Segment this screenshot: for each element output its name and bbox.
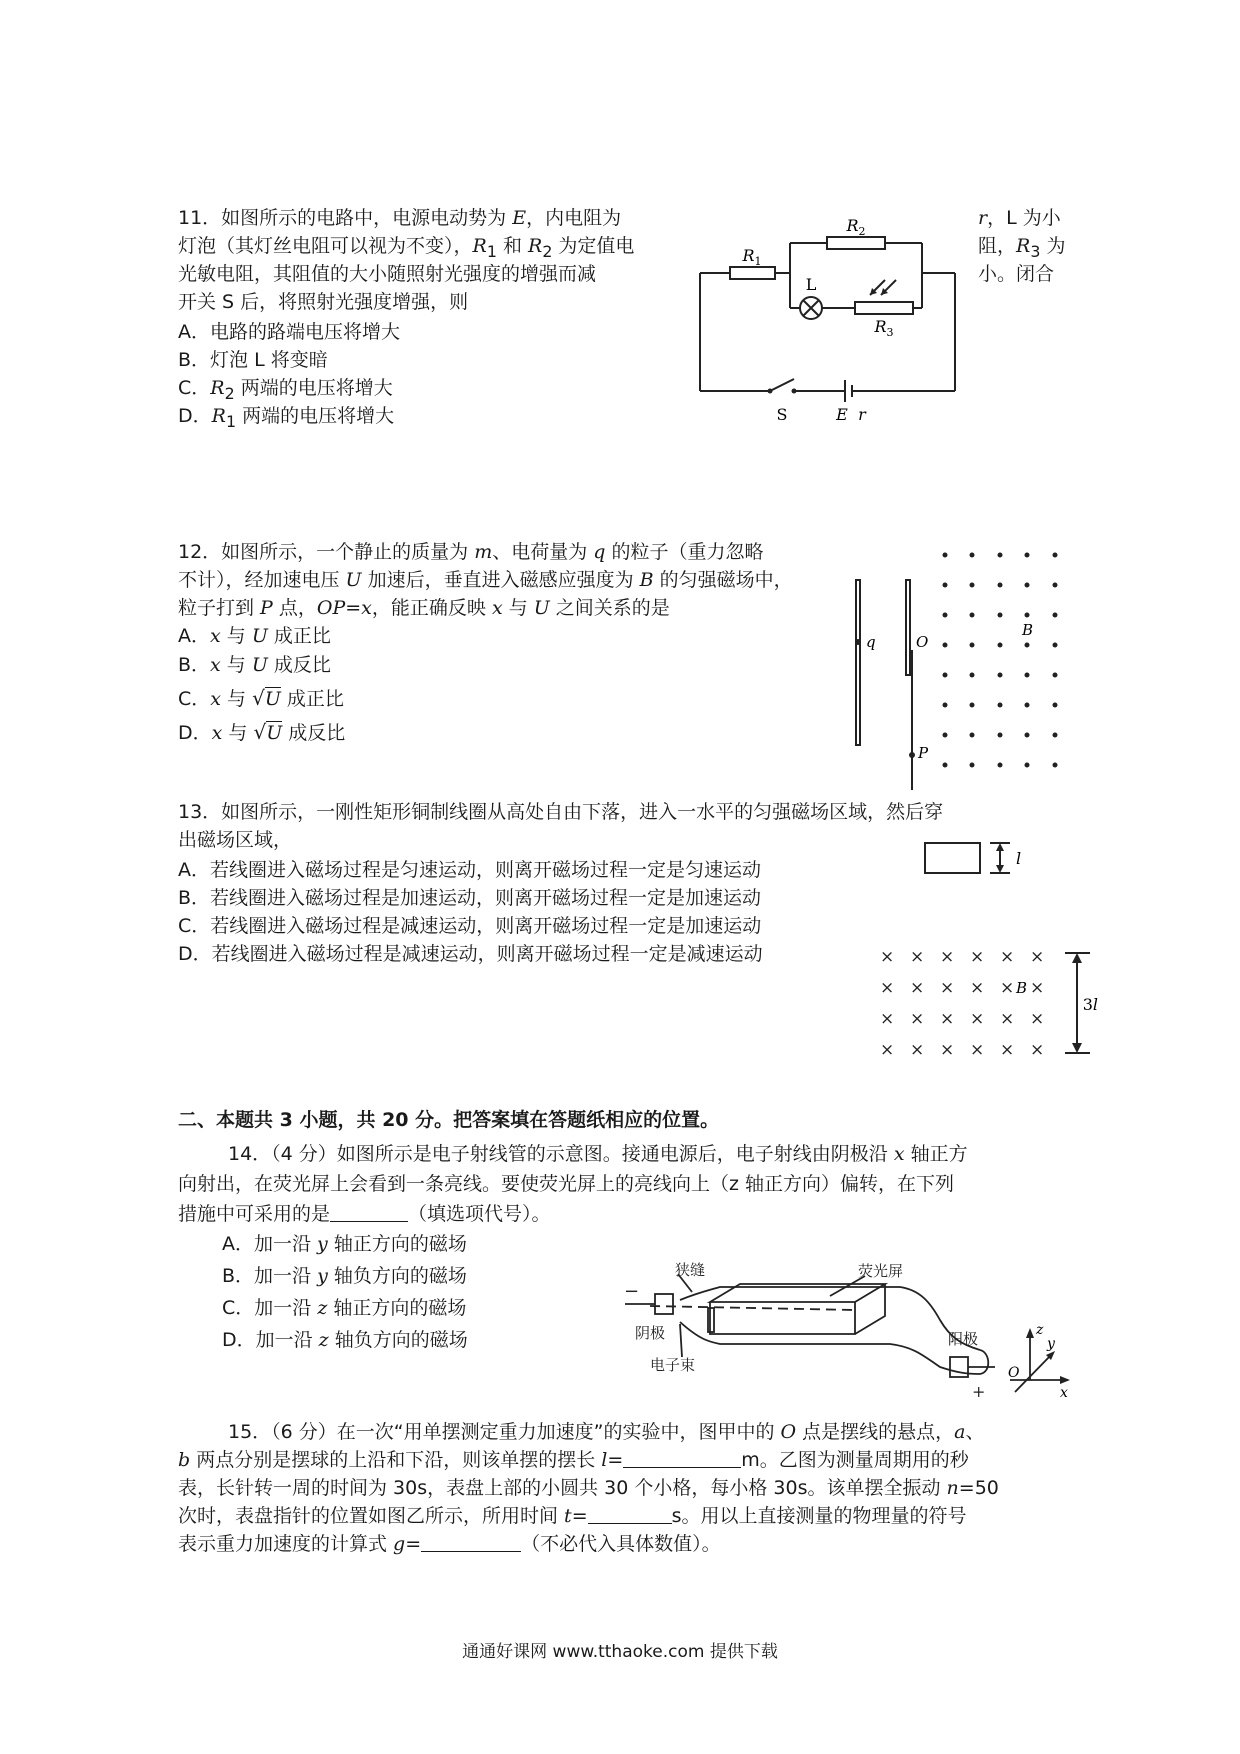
svg-text:狭缝: 狭缝 xyxy=(675,1261,706,1279)
q11-line1-tail: r，L 为小 xyxy=(978,207,1061,229)
q13-field-crosses xyxy=(880,947,1044,1060)
svg-text:R1: $R_1$ xyxy=(742,246,762,268)
q11-option-c: C．$R_2$ 两端的电压将增大 xyxy=(178,377,393,403)
q12-line3: 粒子打到 P 点，OP=x，能正确反映 x 与 U 之间关系的是 xyxy=(178,597,670,619)
q15-line5: 表示重力加速度的计算式 g= （不必代入具体数值）。 xyxy=(178,1533,721,1555)
q11-line3: 光敏电阻，其阻值的大小随照射光强度的增强而减 xyxy=(178,263,597,285)
svg-text:O: O xyxy=(1008,1365,1020,1381)
q11-circuit-diagram xyxy=(690,208,970,428)
q11-line2: 灯泡（其灯丝电阻可以视为不变），$R_1$ 和 $R_2$ 为定值电 xyxy=(178,235,635,261)
q15-length-blank[interactable] xyxy=(623,1447,741,1468)
svg-text:B: B xyxy=(1016,979,1028,997)
q13-line2: 出磁场区域， xyxy=(178,829,293,851)
svg-text:E: E xyxy=(836,405,848,424)
svg-text:×: × xyxy=(940,1009,955,1029)
svg-text:×: × xyxy=(940,1040,955,1060)
q14-option-a: A．加一沿 y 轴正方向的磁场 xyxy=(222,1233,467,1255)
svg-text:×: × xyxy=(1030,947,1045,967)
svg-text:×: × xyxy=(940,947,955,967)
svg-text:×: × xyxy=(910,1040,925,1060)
q12-option-b: B．x 与 U 成反比 xyxy=(178,654,331,676)
q11-option-b: B．灯泡 L 将变暗 xyxy=(178,349,328,371)
q14-option-b: B．加一沿 y 轴负方向的磁场 xyxy=(222,1265,467,1287)
q14-answer-blank[interactable] xyxy=(330,1201,408,1222)
q12-line2: 不计），经加速电压 U 加速后，垂直进入磁感应强度为 B 的匀强磁场中， xyxy=(178,569,793,591)
svg-text:×: × xyxy=(1000,1040,1015,1060)
q12-field-dots xyxy=(855,553,1058,768)
svg-text:y: y xyxy=(1047,1336,1055,1352)
svg-text:R2: $R_2$ xyxy=(846,216,866,238)
q11-line1: 11．如图所示的电路中，电源电动势为 E，内电阻为 xyxy=(178,207,622,229)
svg-text:×: × xyxy=(1000,978,1015,998)
svg-text:×: × xyxy=(880,978,895,998)
q15-line2: b 两点分别是摆球的上沿和下沿，则该单摆的摆长 l= m。乙图为测量周期用的秒 xyxy=(178,1449,969,1471)
q14-line3: 措施中可采用的是 （填选项代号）。 xyxy=(178,1203,551,1225)
svg-text:阴极: 阴极 xyxy=(635,1324,666,1342)
svg-text:3l: 3l xyxy=(1082,995,1098,1014)
svg-text:r: r xyxy=(858,405,866,424)
q13-option-c: C．若线圈进入磁场过程是减速运动，则离开磁场过程一定是加速运动 xyxy=(178,915,762,937)
q13-option-a: A．若线圈进入磁场过程是匀速运动，则离开磁场过程一定是匀速运动 xyxy=(178,859,761,881)
svg-text:×: × xyxy=(1030,1040,1045,1060)
q11-line3-tail: 小。闭合 xyxy=(978,263,1055,285)
q12-line1: 12．如图所示，一个静止的质量为 m、电荷量为 q 的粒子（重力忽略 xyxy=(178,541,764,563)
svg-text:×: × xyxy=(970,1040,985,1060)
q13-coil-field-diagram xyxy=(870,835,1098,1065)
svg-text:×: × xyxy=(970,947,985,967)
svg-text:×: × xyxy=(1000,947,1015,967)
svg-text:l: l xyxy=(1016,849,1022,868)
q11-option-a: A．电路的路端电压将增大 xyxy=(178,321,400,343)
svg-text:阳极: 阳极 xyxy=(948,1330,979,1348)
svg-text:×: × xyxy=(880,947,895,967)
svg-text:P: P xyxy=(918,744,929,762)
svg-text:O: O xyxy=(916,633,929,651)
svg-text:×: × xyxy=(880,1040,895,1060)
q14-option-d: D．加一沿 z 轴负方向的磁场 xyxy=(222,1329,468,1351)
q12-option-c: C．x 与 √U 成正比 xyxy=(178,686,344,710)
svg-text:荧光屏: 荧光屏 xyxy=(858,1262,904,1280)
svg-text:×: × xyxy=(970,978,985,998)
svg-text:+: + xyxy=(972,1382,986,1401)
q14-line2: 向射出，在荧光屏上会看到一条亮线。要使荧光屏上的亮线向上（z 轴正方向）偏转，在下列 xyxy=(178,1173,955,1195)
q13-option-d: D．若线圈进入磁场过程是减速运动，则离开磁场过程一定是减速运动 xyxy=(178,943,763,965)
q11-line2-tail: 阻，$R_3$ 为 xyxy=(978,235,1066,261)
q15-formula-blank[interactable] xyxy=(421,1531,521,1552)
svg-text:×: × xyxy=(940,978,955,998)
q15-line4: 次时，表盘指针的位置如图乙所示，所用时间 t= s。用以上直接测量的物理量的符号 xyxy=(178,1505,967,1527)
svg-text:R3: $R_3$ xyxy=(874,317,894,339)
q15-line3: 表，长针转一周的时间为 30s，表盘上部的小圆共 30 个小格，每小格 30s。该单摆全振动 n=50 xyxy=(178,1477,999,1499)
svg-text:−: − xyxy=(624,1281,640,1302)
svg-text:S: S xyxy=(776,405,788,424)
svg-text:×: × xyxy=(880,1009,895,1029)
svg-text:电子束: 电子束 xyxy=(650,1356,696,1374)
q15-time-blank[interactable] xyxy=(588,1503,672,1524)
svg-text:×: × xyxy=(1000,1009,1015,1029)
svg-text:×: × xyxy=(1030,1009,1045,1029)
q12-option-a: A．x 与 U 成正比 xyxy=(178,625,331,647)
q13-line1: 13．如图所示，一刚性矩形铜制线圈从高处自由下落，进入一水平的匀强磁场区域，然后穿 xyxy=(178,801,944,823)
q13-option-b: B．若线圈进入磁场过程是加速运动，则离开磁场过程一定是加速运动 xyxy=(178,887,762,909)
page-footer: 通通好课网 www.tthaoke.com 提供下载 xyxy=(462,1642,778,1662)
svg-text:z: z xyxy=(1036,1322,1044,1338)
svg-text:B: B xyxy=(1022,621,1034,639)
svg-text:×: × xyxy=(970,1009,985,1029)
q11-line4: 开关 S 后，将照射光强度增强，则 xyxy=(178,291,469,313)
q15-line1: 15．（6 分）在一次“用单摆测定重力加速度”的实验中，图甲中的 O 点是摆线的悬点，a、 xyxy=(228,1421,985,1443)
svg-text:q: q xyxy=(866,633,876,651)
q14-line1: 14．（4 分）如图所示是电子射线管的示意图。接通电源后，电子射线由阴极沿 x 轴正方 xyxy=(228,1143,968,1165)
q12-magnetic-field-diagram xyxy=(850,550,1070,780)
svg-text:×: × xyxy=(910,947,925,967)
svg-text:×: × xyxy=(910,1009,925,1029)
svg-text:×: × xyxy=(910,978,925,998)
svg-text:L: L xyxy=(805,275,817,294)
q14-option-c: C．加一沿 z 轴正方向的磁场 xyxy=(222,1297,467,1319)
svg-text:×: × xyxy=(1030,978,1045,998)
q12-option-d: D．x 与 √U 成反比 xyxy=(178,720,346,744)
q14-electron-tube-diagram xyxy=(620,1262,1070,1402)
svg-text:x: x xyxy=(1060,1385,1068,1401)
q11-option-d: D．$R_1$ 两端的电压将增大 xyxy=(178,405,395,431)
section-2-heading: 二、本题共 3 小题，共 20 分。把答案填在答题纸相应的位置。 xyxy=(178,1109,720,1131)
